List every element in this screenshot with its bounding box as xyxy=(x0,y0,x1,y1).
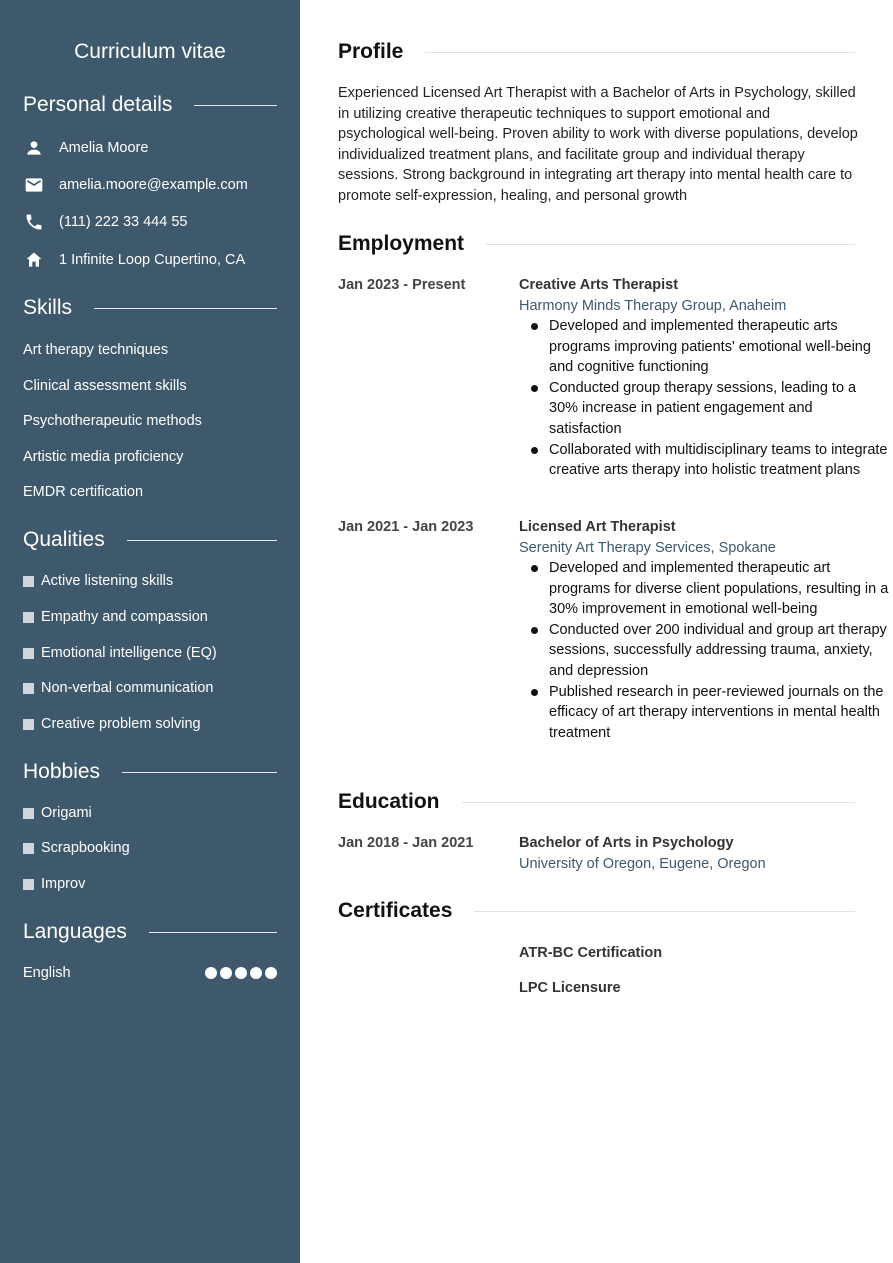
employment-heading xyxy=(338,232,855,256)
cv-title: Curriculum vitae xyxy=(74,40,226,63)
rating-dot-icon xyxy=(235,967,247,979)
rating-dot-icon xyxy=(250,967,262,979)
list-item: Conducted group therapy sessions, leading to a 30% increase in patient engagement and satisfaction xyxy=(549,378,889,440)
employment-heading-text: Employment xyxy=(338,232,465,255)
certificate-item: LPC Licensure xyxy=(519,980,621,996)
profile-heading xyxy=(338,40,855,64)
languages-heading xyxy=(23,920,277,944)
education-heading-text: Education xyxy=(338,790,440,813)
square-bullet-icon xyxy=(23,843,34,854)
rating-dot-icon xyxy=(205,967,217,979)
home-icon xyxy=(23,249,45,271)
job-duties-list xyxy=(519,558,889,743)
language-name: English xyxy=(23,965,71,981)
quality-item xyxy=(23,716,201,732)
hobbies-heading xyxy=(23,760,277,784)
qualities-heading-text: Qualities xyxy=(23,528,105,551)
education-dates: Jan 2018 - Jan 2021 xyxy=(338,835,474,851)
hobby-label: Origami xyxy=(41,805,92,821)
hobby-label: Improv xyxy=(41,876,86,892)
skill-item: Art therapy techniques xyxy=(23,342,169,358)
profile-heading-text: Profile xyxy=(338,40,404,63)
skill-item: Clinical assessment skills xyxy=(23,378,187,394)
education-degree: Bachelor of Arts in Psychology xyxy=(519,835,734,851)
personal-phone-row xyxy=(23,210,187,234)
divider xyxy=(194,105,277,106)
square-bullet-icon xyxy=(23,612,34,623)
quality-label: Active listening skills xyxy=(41,573,174,589)
sidebar xyxy=(0,0,300,1263)
personal-details-heading-text: Personal details xyxy=(23,93,173,116)
personal-email[interactable]: amelia.moore@example.com xyxy=(59,177,248,193)
rating-dot-icon xyxy=(265,967,277,979)
skills-heading xyxy=(23,296,277,320)
email-icon xyxy=(23,174,45,196)
quality-label: Non-verbal communication xyxy=(41,680,214,696)
personal-address: 1 Infinite Loop Cupertino, CA xyxy=(59,252,246,268)
job-dates: Jan 2023 - Present xyxy=(338,277,466,293)
skill-item: EMDR certification xyxy=(23,484,144,500)
square-bullet-icon xyxy=(23,879,34,890)
divider xyxy=(462,802,855,803)
rating-dot-icon xyxy=(220,967,232,979)
languages-heading-text: Languages xyxy=(23,920,127,943)
hobby-item xyxy=(23,840,130,856)
qualities-heading xyxy=(23,528,277,552)
quality-label: Emotional intelligence (EQ) xyxy=(41,645,217,661)
education-heading xyxy=(338,790,855,814)
personal-email-row xyxy=(23,173,248,197)
divider xyxy=(474,911,855,912)
square-bullet-icon xyxy=(23,719,34,730)
list-item: Conducted over 200 individual and group art therapy sessions, successfully addressing trauma, anxiety, and depression xyxy=(549,620,889,682)
skills-heading-text: Skills xyxy=(23,296,73,319)
education-school: University of Oregon, Eugene, Oregon xyxy=(519,856,766,872)
job-duties-list xyxy=(519,316,889,481)
square-bullet-icon xyxy=(23,683,34,694)
list-item: Published research in peer-reviewed journals on the efficacy of art therapy interventions in mental health treatment xyxy=(549,682,889,744)
quality-label: Creative problem solving xyxy=(41,716,201,732)
language-row xyxy=(23,965,277,981)
phone-icon xyxy=(23,211,45,233)
list-item: Collaborated with multidisciplinary teams to integrate creative arts therapy into holistic treatment plans xyxy=(549,440,889,481)
job-title: Licensed Art Therapist xyxy=(519,519,676,535)
skill-item: Psychotherapeutic methods xyxy=(23,413,202,429)
hobbies-heading-text: Hobbies xyxy=(23,760,101,783)
skill-item: Artistic media proficiency xyxy=(23,449,184,465)
personal-name: Amelia Moore xyxy=(59,140,149,156)
personal-details-heading xyxy=(23,93,277,117)
personal-name-row xyxy=(23,136,148,160)
job-dates: Jan 2021 - Jan 2023 xyxy=(338,519,474,535)
square-bullet-icon xyxy=(23,808,34,819)
hobby-item xyxy=(23,805,92,821)
quality-item xyxy=(23,645,217,661)
divider xyxy=(122,772,277,773)
hobby-item xyxy=(23,876,85,892)
square-bullet-icon xyxy=(23,648,34,659)
certificates-heading-text: Certificates xyxy=(338,899,453,922)
divider xyxy=(149,932,277,933)
divider xyxy=(425,52,855,53)
divider xyxy=(486,244,855,245)
certificates-heading xyxy=(338,899,855,923)
personal-address-row xyxy=(23,248,245,272)
quality-item xyxy=(23,609,208,625)
certificate-item: ATR-BC Certification xyxy=(519,945,663,961)
list-item: Developed and implemented therapeutic arts programs improving patients' emotional well-being and cognitive functioning xyxy=(549,316,889,378)
hobby-label: Scrapbooking xyxy=(41,840,130,856)
divider xyxy=(94,308,277,309)
job-employer: Serenity Art Therapy Services, Spokane xyxy=(519,540,776,556)
divider xyxy=(127,540,277,541)
quality-label: Empathy and compassion xyxy=(41,609,208,625)
list-item: Developed and implemented therapeutic art programs for diverse client populations, resulting in a 30% improvement in emotional well-being xyxy=(549,558,889,620)
profile-text: Experienced Licensed Art Therapist with a Bachelor of Arts in Psychology, skilled in utilizing creative therapeutic techniques to support emotional and psychological well-being. Proven ability to work with diverse populations, develop individualized treatment plans, and facilitate group and individual therapy sessions. Strong background in integrating art therapy into mental health care to promote self-expression, healing, and personal growth xyxy=(338,85,858,204)
person-icon xyxy=(23,137,45,159)
language-level-rating xyxy=(205,967,277,979)
square-bullet-icon xyxy=(23,576,34,587)
personal-phone[interactable]: (111) 222 33 444 55 xyxy=(59,214,188,230)
job-employer: Harmony Minds Therapy Group, Anaheim xyxy=(519,298,787,314)
quality-item xyxy=(23,573,173,589)
quality-item xyxy=(23,680,213,696)
job-title: Creative Arts Therapist xyxy=(519,277,679,293)
